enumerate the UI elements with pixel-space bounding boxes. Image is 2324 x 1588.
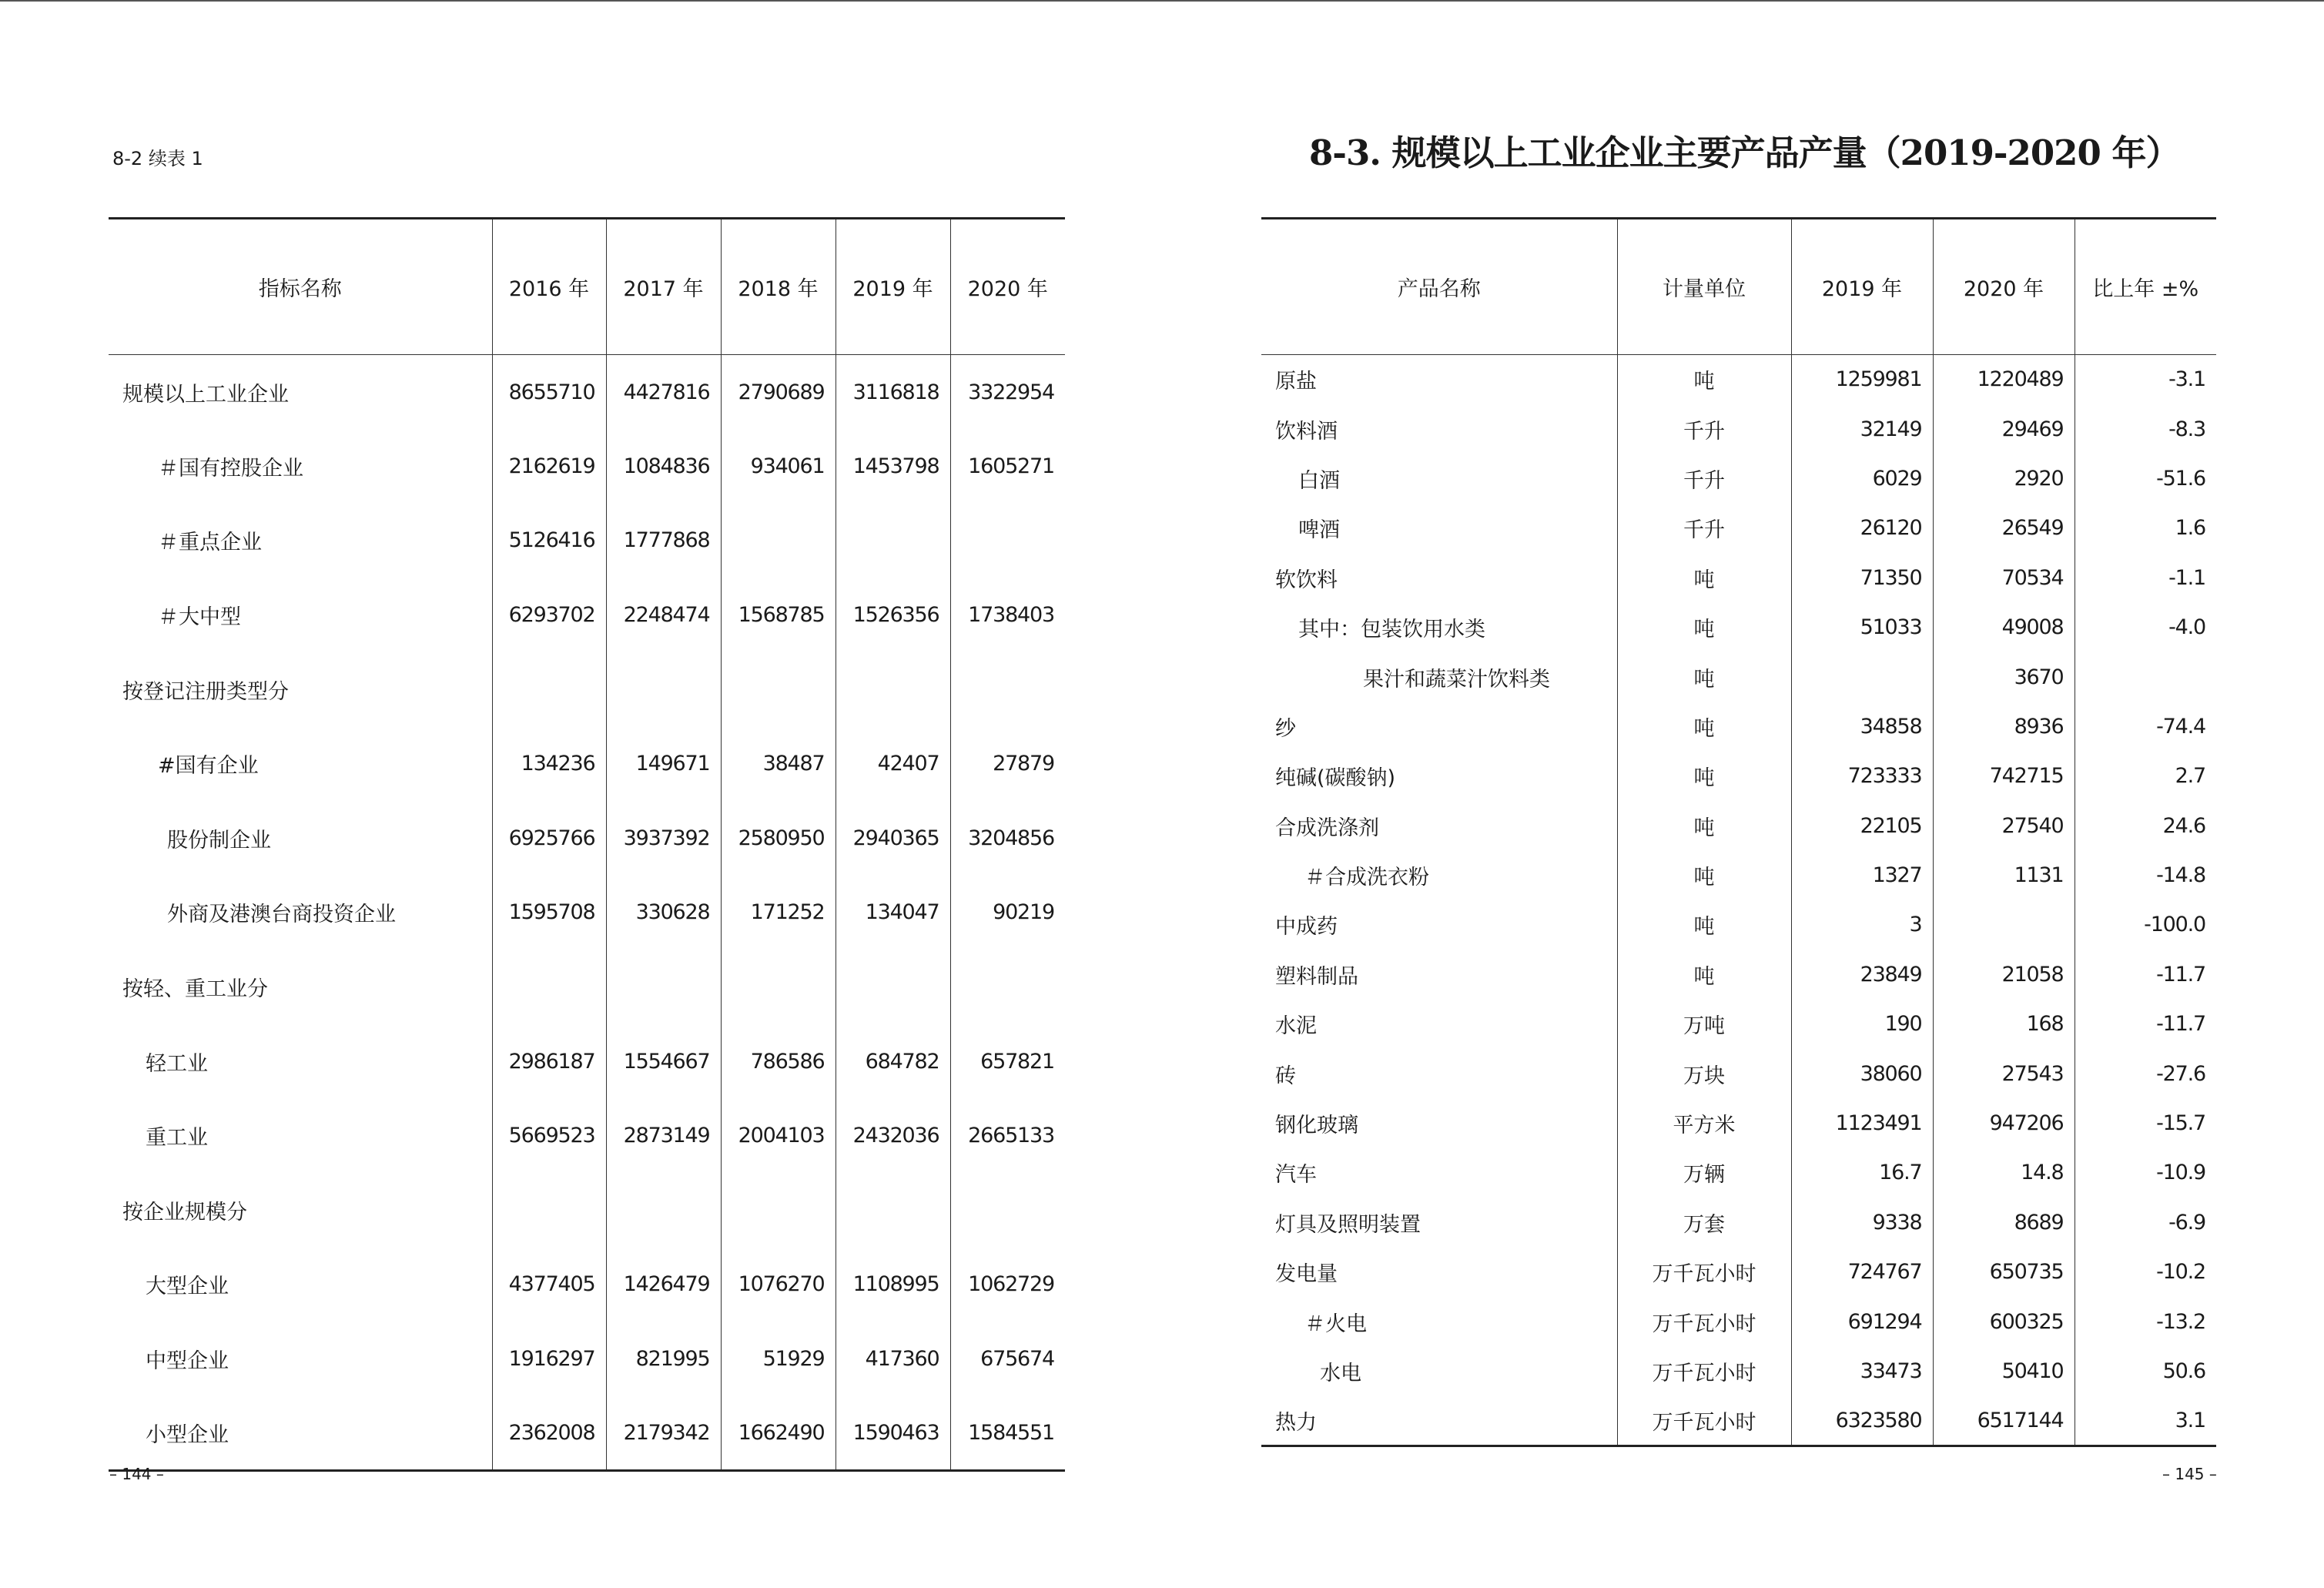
product-name: 钢化玻璃: [1275, 1114, 1358, 1138]
table-row: [1261, 1098, 2216, 1147]
value-2018: 171252: [721, 876, 836, 950]
row-name: 轻工业: [146, 1051, 208, 1076]
value-2016: 5669523: [492, 1098, 606, 1173]
value-2019: 1327: [1791, 850, 1933, 900]
header-2020: 2020 年: [950, 219, 1065, 355]
table-row: [1261, 1198, 2216, 1247]
unit: 万千瓦小时: [1617, 1248, 1791, 1297]
table-row: [1261, 1248, 2216, 1297]
row-name: 按企业规模分: [122, 1200, 247, 1225]
table-row: [1261, 355, 2216, 404]
value-2019: 42407: [836, 726, 950, 801]
value-2017: 4427816: [606, 355, 721, 430]
product-name: ＃火电: [1304, 1312, 1367, 1336]
unit: 吨: [1617, 553, 1791, 602]
value-2019: 34858: [1791, 702, 1933, 751]
value-2020: [1933, 900, 2075, 950]
value-2018: 1076270: [721, 1248, 836, 1322]
value-2019: [1791, 652, 1933, 702]
table-continuation-label: 8-2 续表 1: [112, 148, 203, 169]
product-name: 果汁和蔬菜汁饮料类: [1363, 667, 1550, 692]
value-2020: 27879: [950, 726, 1065, 801]
change-percent: -6.9: [2075, 1198, 2216, 1247]
product-name: 纱: [1275, 716, 1296, 741]
table-header-row: [1261, 219, 2216, 355]
value-2017: 1554667: [606, 1024, 721, 1099]
row-name: 中型企业: [146, 1349, 229, 1374]
product-name: 塑料制品: [1275, 964, 1358, 989]
value-2019: 724767: [1791, 1248, 1933, 1297]
unit: 万吨: [1617, 1000, 1791, 1049]
value-2019: 26120: [1791, 504, 1933, 553]
value-2016: 1916297: [492, 1322, 606, 1396]
product-name: 软饮料: [1275, 568, 1338, 592]
product-name: 纯碱(碳酸钠): [1275, 766, 1396, 791]
unit: 平方米: [1617, 1098, 1791, 1147]
value-2019: 417360: [836, 1322, 950, 1396]
product-name: 原盐: [1275, 370, 1317, 394]
table-row: [1261, 1049, 2216, 1098]
value-2016: 1595708: [492, 876, 606, 950]
value-2020: 1131: [1933, 850, 2075, 900]
table-row: [1261, 404, 2216, 454]
value-2016: 2986187: [492, 1024, 606, 1099]
value-2019: 38060: [1791, 1049, 1933, 1098]
value-2020: 8689: [1933, 1198, 2075, 1247]
value-2017: 1084836: [606, 429, 721, 504]
value-2020: 2920: [1933, 454, 2075, 503]
value-2020: [950, 504, 1065, 578]
row-name: 按登记注册类型分: [122, 679, 289, 704]
value-2016: 134236: [492, 726, 606, 801]
table-row: [1261, 454, 2216, 503]
value-2018: 2580950: [721, 801, 836, 876]
value-2019: 71350: [1791, 553, 1933, 602]
header-change: 比上年 ±%: [2075, 219, 2216, 355]
value-2020: 29469: [1933, 404, 2075, 454]
value-2016: [492, 652, 606, 727]
value-2017: [606, 652, 721, 727]
table-row: [1261, 702, 2216, 751]
value-2018: 51929: [721, 1322, 836, 1396]
product-name: 发电量: [1275, 1262, 1338, 1287]
value-2017: 330628: [606, 876, 721, 950]
change-percent: -15.7: [2075, 1098, 2216, 1147]
change-percent: -11.7: [2075, 950, 2216, 999]
table-row: [109, 1248, 1065, 1322]
table-row: [1261, 504, 2216, 553]
value-2016: 2162619: [492, 429, 606, 504]
row-name: ＃国有控股企业: [158, 456, 303, 481]
change-percent: -51.6: [2075, 454, 2216, 503]
value-2019: [836, 504, 950, 578]
unit: 吨: [1617, 900, 1791, 950]
value-2016: [492, 950, 606, 1024]
value-2020: 27543: [1933, 1049, 2075, 1098]
table-row: [109, 726, 1065, 801]
value-2020: 26549: [1933, 504, 2075, 553]
unit: 万千瓦小时: [1617, 1396, 1791, 1446]
row-name: 外商及港澳台商投资企业: [167, 903, 396, 927]
change-percent: -27.6: [2075, 1049, 2216, 1098]
value-2018: 2790689: [721, 355, 836, 430]
product-name: 砖: [1275, 1064, 1296, 1088]
table-row: [109, 1098, 1065, 1173]
top-border: [0, 0, 2324, 2]
value-2019: 1526356: [836, 578, 950, 652]
table-row: [1261, 553, 2216, 602]
value-2019: 6029: [1791, 454, 1933, 503]
value-2020: 1738403: [950, 578, 1065, 652]
unit: 吨: [1617, 850, 1791, 900]
value-2019: 1108995: [836, 1248, 950, 1322]
value-2018: 38487: [721, 726, 836, 801]
value-2018: [721, 1173, 836, 1248]
header-unit: 计量单位: [1617, 219, 1791, 355]
value-2019: 2432036: [836, 1098, 950, 1173]
value-2020: 650735: [1933, 1248, 2075, 1297]
value-2020: 675674: [950, 1322, 1065, 1396]
value-2020: 1605271: [950, 429, 1065, 504]
unit: 千升: [1617, 454, 1791, 503]
change-percent: -74.4: [2075, 702, 2216, 751]
table-row: [109, 1322, 1065, 1396]
table-row: [109, 801, 1065, 876]
value-2020: [950, 652, 1065, 727]
value-2017: 2873149: [606, 1098, 721, 1173]
value-2017: [606, 950, 721, 1024]
table-header-row: [109, 219, 1065, 355]
value-2020: 3322954: [950, 355, 1065, 430]
value-2020: 8936: [1933, 702, 2075, 751]
table-row: [1261, 1000, 2216, 1049]
table-row: [1261, 752, 2216, 801]
value-2018: [721, 504, 836, 578]
unit: 万套: [1617, 1198, 1791, 1247]
value-2016: 2362008: [492, 1396, 606, 1471]
unit: 千升: [1617, 504, 1791, 553]
value-2019: 6323580: [1791, 1396, 1933, 1446]
row-name: 大型企业: [146, 1275, 229, 1299]
value-2019: 691294: [1791, 1297, 1933, 1346]
value-2019: 3116818: [836, 355, 950, 430]
row-name: ＃重点企业: [158, 531, 262, 555]
value-2020: 657821: [950, 1024, 1065, 1099]
value-2017: 1426479: [606, 1248, 721, 1322]
value-2017: 2248474: [606, 578, 721, 652]
value-2018: 934061: [721, 429, 836, 504]
product-name: 饮料酒: [1275, 419, 1338, 444]
value-2019: 723333: [1791, 752, 1933, 801]
table-row: [109, 1024, 1065, 1099]
value-2020: 1220489: [1933, 355, 2075, 404]
value-2020: 14.8: [1933, 1148, 2075, 1198]
value-2020: 6517144: [1933, 1396, 2075, 1446]
value-2018: 1662490: [721, 1396, 836, 1471]
table-row: [1261, 1297, 2216, 1346]
value-2020: 742715: [1933, 752, 2075, 801]
value-2019: 1453798: [836, 429, 950, 504]
unit: 万千瓦小时: [1617, 1297, 1791, 1346]
value-2020: 1584551: [950, 1396, 1065, 1471]
change-percent: -1.1: [2075, 553, 2216, 602]
row-name: 重工业: [146, 1126, 208, 1151]
table-row: [1261, 850, 2216, 900]
page-title: 8-3. 规模以上工业企业主要产品产量（2019-2020 年）: [1309, 132, 2180, 173]
unit: 万块: [1617, 1049, 1791, 1098]
value-2019: 134047: [836, 876, 950, 950]
change-percent: 1.6: [2075, 504, 2216, 553]
product-name: 白酒: [1298, 468, 1340, 493]
change-percent: [2075, 652, 2216, 702]
value-2019: [836, 950, 950, 1024]
change-percent: -3.1: [2075, 355, 2216, 404]
change-percent: -8.3: [2075, 404, 2216, 454]
table-row: [109, 578, 1065, 652]
value-2020: 1062729: [950, 1248, 1065, 1322]
product-name: 中成药: [1275, 915, 1338, 940]
table-row: [1261, 602, 2216, 652]
table-row: [109, 950, 1065, 1024]
value-2020: 27540: [1933, 801, 2075, 850]
page-number-right: – 145 –: [2162, 1465, 2217, 1483]
value-2019: 684782: [836, 1024, 950, 1099]
value-2020: 3670: [1933, 652, 2075, 702]
product-name: 汽车: [1275, 1163, 1317, 1188]
change-percent: 3.1: [2075, 1396, 2216, 1446]
change-percent: 50.6: [2075, 1346, 2216, 1395]
table-row: [1261, 652, 2216, 702]
table-row: [109, 504, 1065, 578]
change-percent: 2.7: [2075, 752, 2216, 801]
value-2018: 1568785: [721, 578, 836, 652]
table-row: [1261, 900, 2216, 950]
product-name: 其中：包装饮用水类: [1298, 618, 1485, 642]
value-2019: 1259981: [1791, 355, 1933, 404]
row-name: ＃大中型: [158, 605, 241, 630]
value-2020: [950, 1173, 1065, 1248]
value-2020: 600325: [1933, 1297, 2075, 1346]
value-2019: 51033: [1791, 602, 1933, 652]
value-2016: 4377405: [492, 1248, 606, 1322]
header-indicator-name: 指标名称: [109, 219, 492, 355]
unit: 千升: [1617, 404, 1791, 454]
unit: 吨: [1617, 752, 1791, 801]
table-row: [1261, 1396, 2216, 1446]
value-2016: 6925766: [492, 801, 606, 876]
value-2020: 90219: [950, 876, 1065, 950]
value-2020: 947206: [1933, 1098, 2075, 1147]
table-row: [109, 355, 1065, 430]
unit: 吨: [1617, 801, 1791, 850]
change-percent: -13.2: [2075, 1297, 2216, 1346]
table-row: [1261, 950, 2216, 999]
value-2019: 1590463: [836, 1396, 950, 1471]
row-name: 规模以上工业企业: [122, 382, 289, 407]
header-2017: 2017 年: [606, 219, 721, 355]
value-2019: 33473: [1791, 1346, 1933, 1395]
value-2019: 23849: [1791, 950, 1933, 999]
product-output-table: [1261, 217, 2216, 1447]
unit: 吨: [1617, 702, 1791, 751]
value-2020: [950, 950, 1065, 1024]
value-2016: 5126416: [492, 504, 606, 578]
change-percent: -4.0: [2075, 602, 2216, 652]
industrial-enterprises-table: [109, 217, 1065, 1472]
table-row: [109, 1396, 1065, 1471]
header-2019: 2019 年: [836, 219, 950, 355]
row-name: 按轻、重工业分: [122, 977, 268, 1002]
value-2019: [836, 652, 950, 727]
value-2017: 821995: [606, 1322, 721, 1396]
value-2018: [721, 950, 836, 1024]
product-name: 合成洗涤剂: [1275, 816, 1379, 840]
value-2019: 1123491: [1791, 1098, 1933, 1147]
change-percent: -11.7: [2075, 1000, 2216, 1049]
value-2019: 3: [1791, 900, 1933, 950]
header-2020: 2020 年: [1933, 219, 2075, 355]
table-row: [1261, 1346, 2216, 1395]
change-percent: -100.0: [2075, 900, 2216, 950]
value-2020: 49008: [1933, 602, 2075, 652]
product-name: 水电: [1320, 1362, 1361, 1385]
unit: 万辆: [1617, 1148, 1791, 1198]
product-name: 热力: [1261, 1396, 1617, 1446]
table-row: [109, 1173, 1065, 1248]
value-2019: 16.7: [1791, 1148, 1933, 1198]
value-2019: [836, 1173, 950, 1248]
value-2016: [492, 1173, 606, 1248]
change-percent: 24.6: [2075, 801, 2216, 850]
value-2017: 149671: [606, 726, 721, 801]
row-name: #国有企业: [158, 754, 259, 779]
change-percent: -14.8: [2075, 850, 2216, 900]
header-2016: 2016 年: [492, 219, 606, 355]
value-2020: 2665133: [950, 1098, 1065, 1173]
page-number-left: – 144 –: [109, 1465, 164, 1483]
value-2017: 2179342: [606, 1396, 721, 1471]
table-row: [109, 429, 1065, 504]
row-name: 股份制企业: [167, 828, 271, 853]
table-row: [109, 652, 1065, 727]
product-name: 灯具及照明装置: [1275, 1212, 1421, 1237]
table-row: [1261, 801, 2216, 850]
value-2017: 3937392: [606, 801, 721, 876]
change-percent: -10.2: [2075, 1248, 2216, 1297]
header-product-name: 产品名称: [1261, 219, 1617, 355]
value-2019: 190: [1791, 1000, 1933, 1049]
unit: 吨: [1617, 652, 1791, 702]
product-name: 啤酒: [1298, 518, 1340, 543]
product-name: ＃合成洗衣粉: [1304, 866, 1429, 890]
value-2018: 786586: [721, 1024, 836, 1099]
value-2017: 1777868: [606, 504, 721, 578]
product-name: 水泥: [1275, 1014, 1317, 1039]
unit: 吨: [1617, 355, 1791, 404]
value-2020: 50410: [1933, 1346, 2075, 1395]
header-2019: 2019 年: [1791, 219, 1933, 355]
table-row: [1261, 1148, 2216, 1198]
value-2020: 3204856: [950, 801, 1065, 876]
value-2020: 70534: [1933, 553, 2075, 602]
value-2016: 6293702: [492, 578, 606, 652]
table-row: [109, 876, 1065, 950]
value-2016: 8655710: [492, 355, 606, 430]
value-2019: 9338: [1791, 1198, 1933, 1247]
value-2019: 22105: [1791, 801, 1933, 850]
value-2018: 2004103: [721, 1098, 836, 1173]
row-name: 小型企业: [109, 1396, 492, 1471]
unit: 吨: [1617, 950, 1791, 999]
value-2020: 21058: [1933, 950, 2075, 999]
value-2019: 2940365: [836, 801, 950, 876]
unit: 万千瓦小时: [1617, 1346, 1791, 1395]
header-2018: 2018 年: [721, 219, 836, 355]
unit: 吨: [1617, 602, 1791, 652]
value-2020: 168: [1933, 1000, 2075, 1049]
value-2017: [606, 1173, 721, 1248]
change-percent: -10.9: [2075, 1148, 2216, 1198]
value-2019: 32149: [1791, 404, 1933, 454]
value-2018: [721, 652, 836, 727]
